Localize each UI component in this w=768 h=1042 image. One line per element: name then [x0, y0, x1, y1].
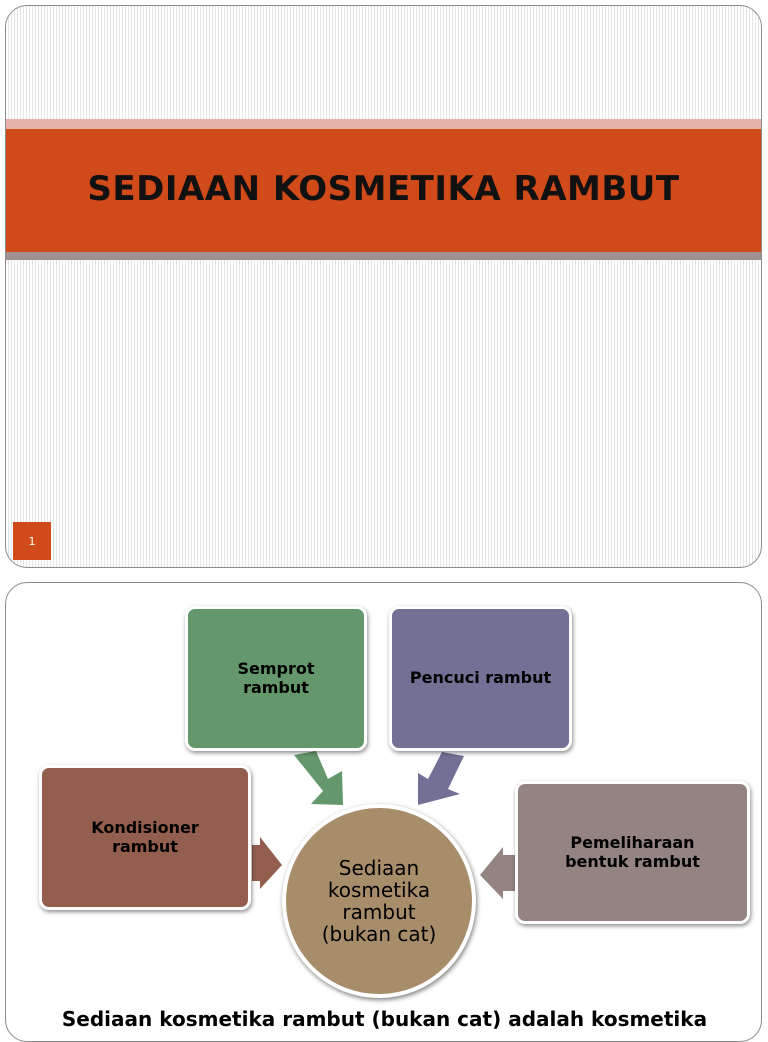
slide-number-badge: 1 — [13, 522, 51, 560]
box-kondisioner-rambut — [39, 765, 251, 910]
center-circle — [282, 804, 476, 998]
box-semprot-rambut — [185, 606, 367, 751]
slide-title: SEDIAAN KOSMETIKA RAMBUT — [87, 168, 680, 209]
center-label: Sediaan kosmetika rambut (bukan cat) — [321, 856, 437, 946]
title-band — [6, 129, 761, 252]
caption-text: Sediaan kosmetika rambut (bukan cat) adalah kosmetika — [61, 1007, 708, 1031]
arrow-pemeliharaan-to-center — [480, 847, 515, 899]
accent-bar-top — [6, 119, 761, 129]
box-pemeliharaan-bentuk-rambut — [515, 781, 750, 924]
box-pencuci-rambut — [389, 606, 572, 751]
box-pencuci-label: Pencuci rambut — [409, 668, 552, 688]
arrow-semprot-to-center — [294, 751, 343, 805]
box-semprot-label: Semprot rambut — [237, 659, 315, 697]
arrow-kondisioner-to-center — [252, 837, 282, 889]
arrow-pencuci-to-center — [418, 752, 464, 805]
box-kondisioner-label: Kondisioner rambut — [91, 818, 199, 856]
diagram-slide — [5, 582, 762, 1042]
box-pemeliharaan-label: Pemeliharaan bentuk rambut — [565, 833, 700, 871]
title-slide — [5, 5, 762, 568]
accent-bar-bottom — [6, 252, 761, 260]
